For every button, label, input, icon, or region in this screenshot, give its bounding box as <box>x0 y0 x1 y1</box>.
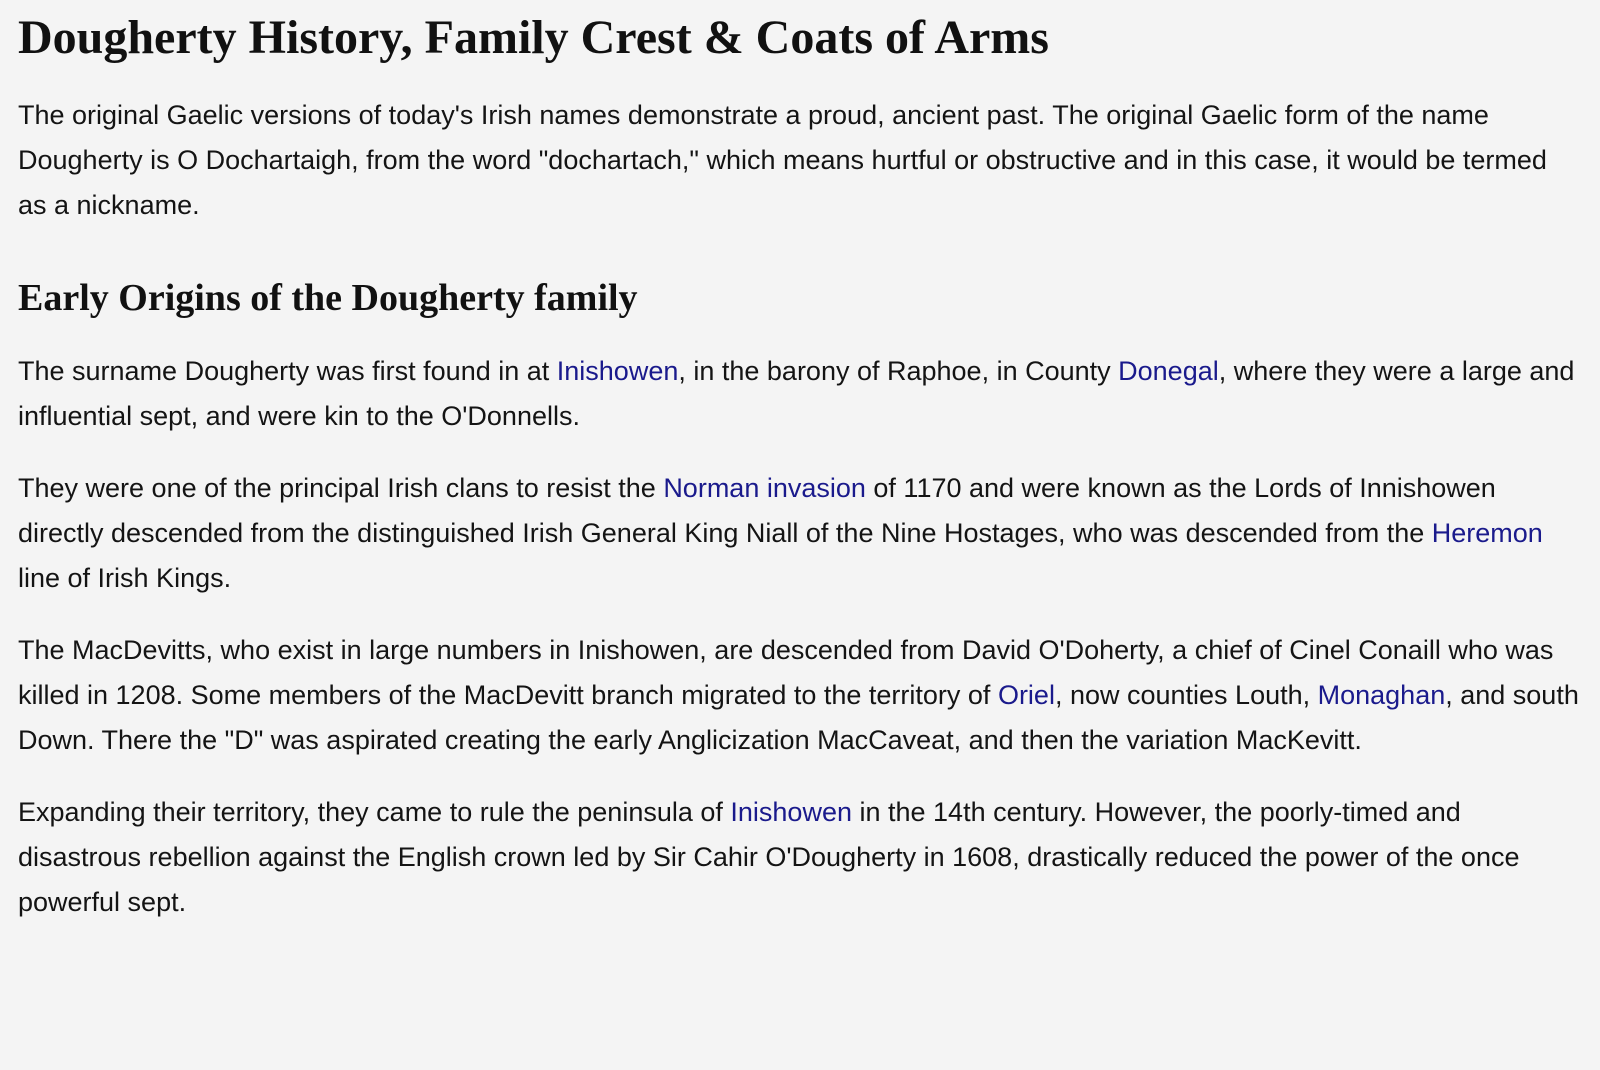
paragraph-text: Expanding their territory, they came to rule the peninsula of <box>18 797 731 827</box>
paragraph-origins <box>18 349 1582 439</box>
paragraph-text: , where they were a large and influential sept, and were kin to the O'Donnells. <box>18 356 1575 431</box>
paragraph-text: , in the barony of Raphoe, in County <box>678 356 1119 386</box>
link-donegal[interactable]: Donegal <box>1118 356 1219 386</box>
paragraph-text: They were one of the principal Irish clans to resist the <box>18 473 664 503</box>
paragraph-text: , now counties Louth, <box>1054 680 1318 710</box>
paragraph-norman <box>18 466 1582 601</box>
paragraph-text: line of Irish Kings. <box>18 563 232 593</box>
paragraph-text: of 1170 and were known as the Lords of Innishowen directly descended from the distinguished Irish General King Niall of the Nine Hostages, who was descended from the <box>18 473 1496 548</box>
link-inishowen-2[interactable]: Inishowen <box>730 797 852 827</box>
paragraph-text: The surname Dougherty was first found in at <box>18 356 557 386</box>
intro-paragraph: The original Gaelic versions of today's Irish names demonstrate a proud, ancient past. The original Gaelic form of the name Dougherty is O Dochartaigh, from the word "dochartach," which means hurtful or obstructive and in this case, it would be termed as a nickname. <box>18 100 1547 220</box>
paragraph-text: The MacDevitts, who exist in large numbers in Inishowen, are descended from David O'Doherty, a chief of Cinel Conaill who was killed in 1208. Some members of the MacDevitt branch migrated to the territory of <box>18 635 1554 710</box>
paragraph-macdevitts <box>18 628 1582 763</box>
link-inishowen[interactable]: Inishowen <box>556 356 679 386</box>
link-norman-invasion[interactable]: Norman invasion <box>663 473 866 503</box>
section-heading: Early Origins of the Dougherty family <box>18 277 638 319</box>
paragraph-text: , and south Down. There the "D" was aspirated creating the early Anglicization MacCaveat, and then the variation MacKevitt. <box>18 680 1579 755</box>
link-heremon[interactable]: Heremon <box>1431 518 1543 548</box>
article <box>0 11 1600 1070</box>
page-title: Dougherty History, Family Crest & Coats of Arms <box>18 11 1049 64</box>
paragraph-text: in the 14th century. However, the poorly-timed and disastrous rebellion against the English crown led by Sir Cahir O'Dougherty in 1608, drastically reduced the power of the once powerful sept. <box>18 797 1520 917</box>
link-oriel[interactable]: Oriel <box>997 680 1055 710</box>
paragraph-expansion <box>18 790 1582 925</box>
link-monaghan[interactable]: Monaghan <box>1317 680 1446 710</box>
